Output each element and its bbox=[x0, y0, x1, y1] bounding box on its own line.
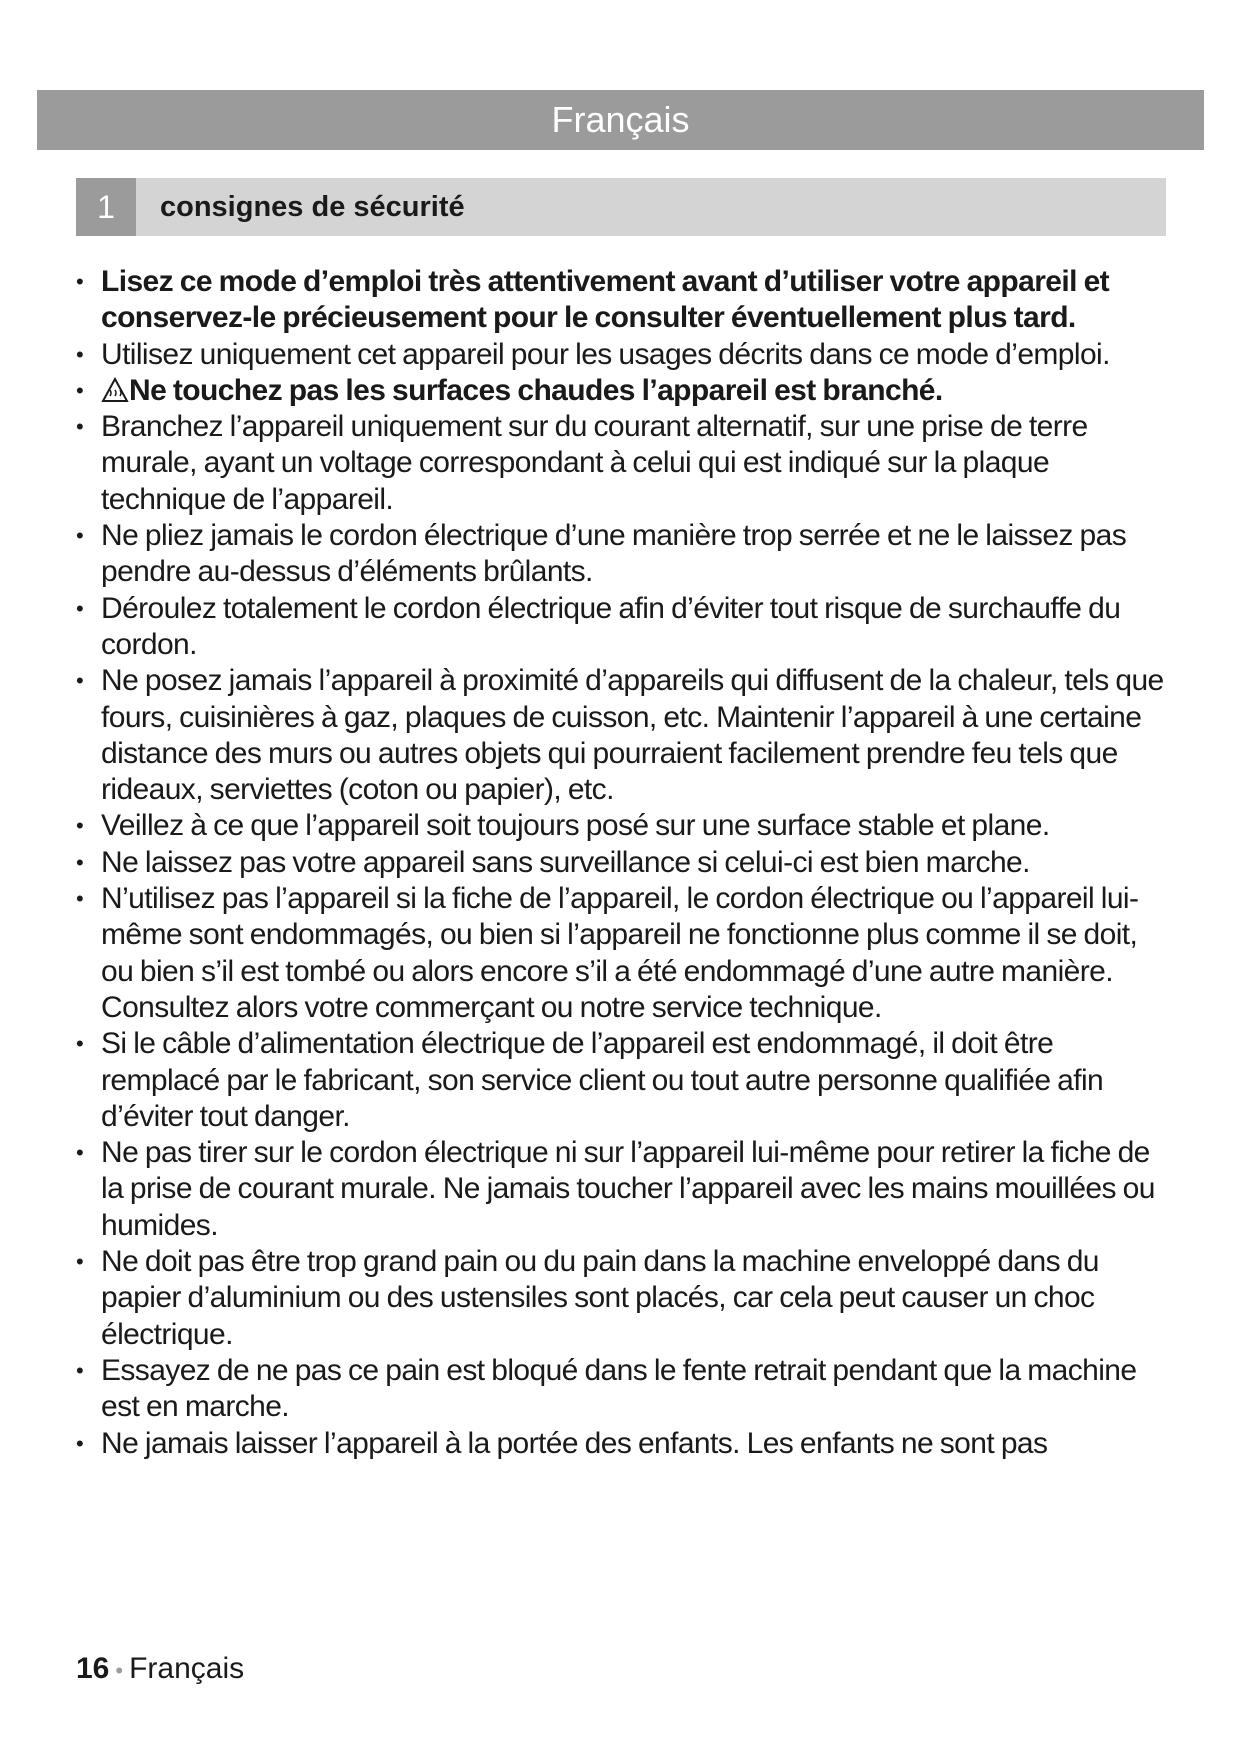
list-item bbox=[76, 1353, 1176, 1426]
language-banner-label: Français bbox=[551, 99, 690, 140]
rule-text: Ne pliez jamais le cordon électrique d’une manière trop serrée et ne le laissez pas pendre au-dessus d’éléments brûlants. bbox=[101, 519, 1127, 589]
rule-text: Essayez de ne pas ce pain est bloqué dans le fente retrait pendant que la machine est en marche. bbox=[101, 1353, 1137, 1424]
rule-text: Lisez ce mode d’emploi très attentivement avant d’utiliser votre appareil et conservez-le précieusement pour le consulter éventuellement plus tard. bbox=[101, 265, 1110, 335]
safety-rules-list bbox=[76, 264, 1176, 1462]
rule-text: Si le câble d’alimentation électrique de l’appareil est endommagé, il doit être remplacé par le fabricant, son service client ou tout autre personne qualifiée afin d’éviter tout danger. bbox=[101, 1027, 1104, 1133]
rule-text: Déroulez totalement le cordon électrique afin d’éviter tout risque de surchauffe du cordon. bbox=[101, 591, 1121, 661]
rule-text: Ne touchez pas les surfaces chaudes l’appareil est branché. bbox=[129, 373, 943, 407]
section-number: 1 bbox=[76, 178, 136, 236]
page-number: 16 bbox=[76, 1652, 110, 1685]
hot-surface-warning-icon bbox=[101, 377, 129, 403]
list-item bbox=[76, 337, 1176, 373]
list-item bbox=[76, 1426, 1176, 1462]
language-banner bbox=[37, 90, 1204, 150]
rule-text: Branchez l’appareil uniquement sur du courant alternatif, sur une prise de terre murale, ayant un voltage correspondant à celui qui est indiqué sur la plaque technique de l’appareil. bbox=[101, 410, 1088, 516]
rule-text: Utilisez uniquement cet appareil pour les usages décrits dans ce mode d’emploi. bbox=[101, 337, 1110, 371]
list-item bbox=[76, 264, 1176, 337]
rule-text: Ne laissez pas votre appareil sans surveillance si celui-ci est bien marche. bbox=[101, 845, 1030, 879]
list-item bbox=[76, 881, 1176, 1026]
rule-text: Veillez à ce que l’appareil soit toujours posé sur une surface stable et plane. bbox=[101, 809, 1050, 843]
list-item bbox=[76, 1135, 1176, 1244]
rule-text: N’utilisez pas l’appareil si la fiche de l’appareil, le cordon électrique ou l’appareil lui-même sont endommagés, ou bien si l’appareil ne fonctionne plus comme il se doit, ou bien s’il est tombé ou alors encore s’il a été endommagé d’une autre manière. Consultez alors votre commerçant ou notre service technique. bbox=[101, 882, 1139, 1024]
list-item bbox=[76, 518, 1176, 591]
rule-text: Ne jamais laisser l’appareil à la portée des enfants. Les enfants ne sont pas bbox=[101, 1426, 1048, 1460]
rule-text: Ne doit pas être trop grand pain ou du pain dans la machine enveloppé dans du papier d’aluminium ou des ustensiles sont placés, car cela peut causer un choc électrique. bbox=[101, 1245, 1099, 1351]
footer-language: Français bbox=[129, 1652, 245, 1685]
rule-text: Ne pas tirer sur le cordon électrique ni sur l’appareil lui-même pour retirer la fiche de la prise de courant murale. Ne jamais toucher l’appareil avec les mains mouillées ou humides. bbox=[101, 1136, 1155, 1242]
list-item bbox=[76, 591, 1176, 664]
list-item bbox=[76, 373, 1176, 409]
list-item bbox=[76, 1244, 1176, 1353]
list-item bbox=[76, 845, 1176, 881]
list-item bbox=[76, 1026, 1176, 1135]
section-title: consignes de sécurité bbox=[160, 190, 465, 223]
list-item bbox=[76, 409, 1176, 518]
rule-text: Ne posez jamais l’appareil à proximité d’appareils qui diffusent de la chaleur, tels que fours, cuisinières à gaz, plaques de cuisson, etc. Maintenir l’appareil à une certaine distance des murs ou autres objets qui pourraient facilement prendre feu tels que rideaux, serviettes (coton ou papier), etc. bbox=[101, 664, 1164, 807]
list-item bbox=[76, 663, 1176, 808]
section-header bbox=[76, 178, 1166, 236]
footer-separator: • bbox=[115, 1658, 124, 1683]
list-item bbox=[76, 808, 1176, 844]
page-footer bbox=[76, 1652, 244, 1686]
